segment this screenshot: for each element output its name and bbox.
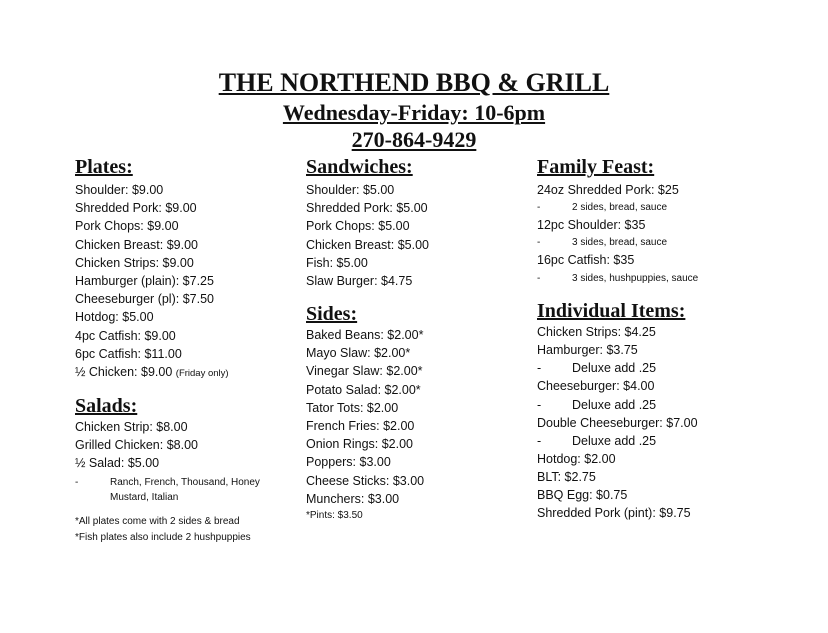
menu-item: Double Cheeseburger: $7.00: [537, 415, 698, 430]
salads-section: [75, 394, 260, 505]
menu-item: Potato Salad: $2.00*: [306, 382, 421, 397]
menu-item: BBQ Egg: $0.75: [537, 488, 628, 503]
feast-detail: [537, 234, 698, 251]
menu-item: Chicken Strips: $9.00: [75, 255, 194, 270]
detail-text: 3 sides, bread, sauce: [572, 237, 668, 249]
footnotes: [75, 514, 251, 546]
pints-note: *Pints: $3.50: [306, 510, 363, 522]
feast-detail: [537, 270, 698, 287]
dash: -: [537, 272, 541, 284]
detail-text: 3 sides, hushpuppies, sauce: [572, 272, 699, 284]
menu-item: 6pc Catfish: $11.00: [75, 346, 182, 361]
menu-item: Pork Chops: $9.00: [75, 219, 179, 234]
dash: -: [537, 361, 542, 376]
dash: -: [75, 476, 79, 488]
menu-item: Hamburger: $3.75: [537, 343, 638, 358]
dressings-line: Ranch, French, Thousand, Honey: [110, 476, 260, 488]
menu-item: Poppers: $3.00: [306, 455, 391, 470]
menu-item: Cheeseburger: $4.00: [537, 379, 655, 394]
deluxe-option: [537, 432, 698, 450]
dash: -: [537, 397, 542, 412]
feast-detail: [537, 199, 698, 216]
menu-item: Shredded Pork (pint): $9.75: [537, 506, 691, 521]
menu-item: BLT: $2.75: [537, 470, 596, 485]
salads-title: Salads:: [75, 395, 138, 417]
plates-section: [75, 155, 229, 383]
restaurant-title: THE NORTHEND BBQ & GRILL: [218, 68, 610, 97]
menu-item: Chicken Strip: $8.00: [75, 420, 188, 434]
menu-item: [75, 363, 229, 383]
individual-items-title: Individual Items:: [537, 300, 686, 322]
menu-item: Shredded Pork: $5.00: [306, 201, 428, 216]
menu-item: Shoulder: $5.00: [306, 183, 395, 197]
menu-item: Shoulder: $9.00: [75, 183, 164, 197]
menu-item: Hamburger (plain): $7.25: [75, 274, 214, 289]
deluxe-text: Deluxe add .25: [572, 433, 657, 448]
sides-section: [306, 302, 424, 523]
menu-item: 16pc Catfish: $35: [537, 253, 635, 268]
menu-item: Mayo Slaw: $2.00*: [306, 346, 411, 361]
menu-item: Baked Beans: $2.00*: [306, 328, 424, 342]
menu-item: Hotdog: $2.00: [537, 451, 616, 466]
sides-title: Sides:: [306, 303, 358, 325]
menu-item: Onion Rings: $2.00: [306, 437, 414, 452]
dressings-line: Mustard, Italian: [110, 491, 179, 503]
dash: -: [537, 202, 541, 214]
deluxe-text: Deluxe add .25: [572, 397, 657, 412]
deluxe-text: Deluxe add .25: [572, 361, 657, 376]
family-feast-section: [537, 155, 698, 287]
menu-item: Cheeseburger (pl): $7.50: [75, 292, 214, 307]
menu-item: Munchers: $3.00: [306, 491, 400, 506]
dash: -: [537, 433, 542, 448]
menu-item: 24oz Shredded Pork: $25: [537, 183, 679, 197]
deluxe-option: [537, 359, 698, 377]
menu-item: Hotdog: $5.00: [75, 310, 154, 325]
sandwiches-title: Sandwiches:: [306, 156, 413, 178]
menu-item: Chicken Breast: $9.00: [75, 237, 198, 252]
menu-item: 4pc Catfish: $9.00: [75, 328, 176, 343]
menu-item: Fish: $5.00: [306, 255, 368, 270]
dash: -: [537, 237, 541, 249]
deluxe-option: [537, 396, 698, 414]
footnote: *All plates come with 2 sides & bread: [75, 516, 240, 527]
menu-item: Vinegar Slaw: $2.00*: [306, 364, 423, 379]
friday-only-note: (Friday only): [175, 368, 229, 380]
menu-item: Grilled Chicken: $8.00: [75, 438, 198, 453]
detail-text: 2 sides, bread, sauce: [572, 202, 668, 214]
hours: Wednesday-Friday: 10-6pm: [282, 100, 546, 125]
individual-items-section: [537, 299, 698, 523]
menu-item: ½ Salad: $5.00: [75, 456, 160, 471]
menu-item: Tator Tots: $2.00: [306, 400, 399, 415]
sandwiches-section: [306, 155, 429, 290]
menu-item: Chicken Strips: $4.25: [537, 325, 656, 339]
menu-item: Slaw Burger: $4.75: [306, 274, 413, 289]
menu-item: Pork Chops: $5.00: [306, 219, 410, 234]
menu-item: Shredded Pork: $9.00: [75, 201, 197, 216]
dressing-options: [75, 473, 260, 505]
menu-item: Chicken Breast: $5.00: [306, 237, 429, 252]
phone-number: 270-864-9429: [351, 127, 477, 152]
half-chicken-label: ½ Chicken: $9.00: [75, 365, 173, 380]
plates-title: Plates:: [75, 156, 133, 178]
menu-item: 12pc Shoulder: $35: [537, 218, 646, 233]
family-feast-title: Family Feast:: [537, 156, 655, 178]
menu-item: French Fries: $2.00: [306, 419, 415, 434]
footnote: *Fish plates also include 2 hushpuppies: [75, 532, 251, 543]
menu-item: Cheese Sticks: $3.00: [306, 473, 425, 488]
